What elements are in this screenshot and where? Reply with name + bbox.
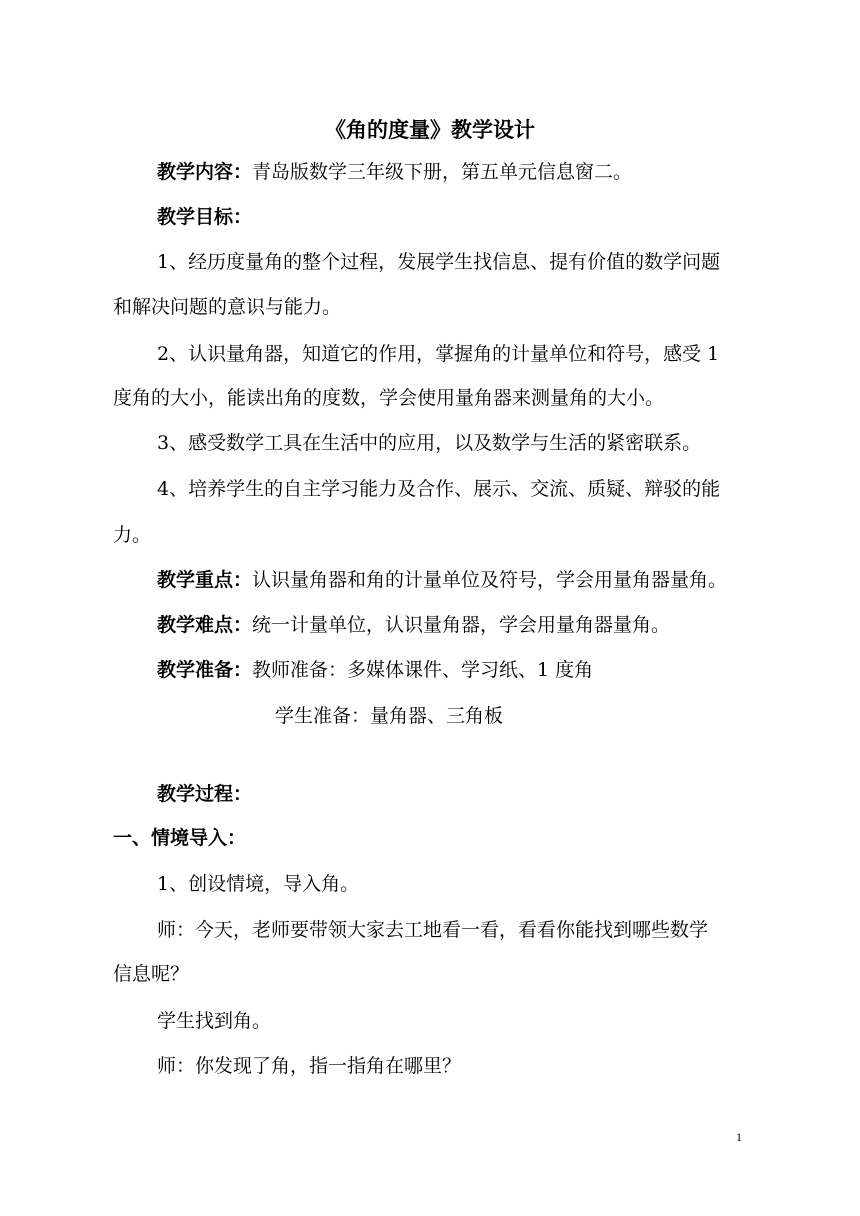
content-line: [157, 158, 797, 186]
objective-4-line-1: 4、培养学生的自主学习能力及合作、展示、交流、质疑、辩驳的能: [157, 478, 721, 500]
objective-2-line-2: 度角的大小，能读出角的度数，学会使用量角器来测量角的大小。: [113, 387, 665, 409]
content-label: 教学内容：: [157, 161, 253, 183]
difficulty-label: 教学难点：: [157, 614, 253, 636]
content-text: 青岛版数学三年级下册，第五单元信息窗二。: [252, 161, 633, 183]
preparation-label: 教学准备：: [157, 659, 253, 681]
teacher-line-1-cont: 信息呢？: [113, 963, 190, 985]
preparation-line: [157, 656, 797, 684]
key-point-text: 认识量角器和角的计量单位及符号，学会用量角器量角。: [252, 569, 728, 591]
teacher-line-2: 师：你发现了角，指一指角在哪里？: [157, 1055, 462, 1077]
objective-1-line-2: 和解决问题的意识与能力。: [113, 296, 342, 318]
process-label: 教学过程：: [157, 783, 253, 805]
difficulty-line: [157, 611, 797, 639]
document-title: 《角的度量》教学设计: [325, 118, 535, 142]
section-heading: 一、情境导入：: [113, 827, 247, 849]
objective-2-line-1: 2、认识量角器，知道它的作用，掌握角的计量单位和符号，感受 1: [157, 343, 720, 365]
key-point-line: [157, 566, 797, 594]
step-1: 1、创设情境，导入角。: [157, 873, 360, 895]
page-number: 1: [736, 1130, 742, 1144]
key-point-label: 教学重点：: [157, 569, 253, 591]
student-preparation: 学生准备：量角器、三角板: [275, 705, 504, 727]
objective-4-line-2: 力。: [113, 524, 152, 546]
teacher-line-1: 师：今天，老师要带领大家去工地看一看，看看你能找到哪些数学: [157, 919, 709, 941]
objective-1-line-1: 1、经历度量角的整个过程，发展学生找信息、提有价值的数学问题: [157, 251, 721, 273]
student-line: 学生找到角。: [157, 1010, 272, 1032]
difficulty-text: 统一计量单位，认识量角器，学会用量角器量角。: [252, 614, 671, 636]
teacher-preparation: 教师准备：多媒体课件、学习纸、1 度角: [252, 659, 594, 681]
objectives-label: 教学目标：: [157, 206, 253, 228]
objective-3: 3、感受数学工具在生活中的应用，以及数学与生活的紧密联系。: [157, 432, 702, 454]
